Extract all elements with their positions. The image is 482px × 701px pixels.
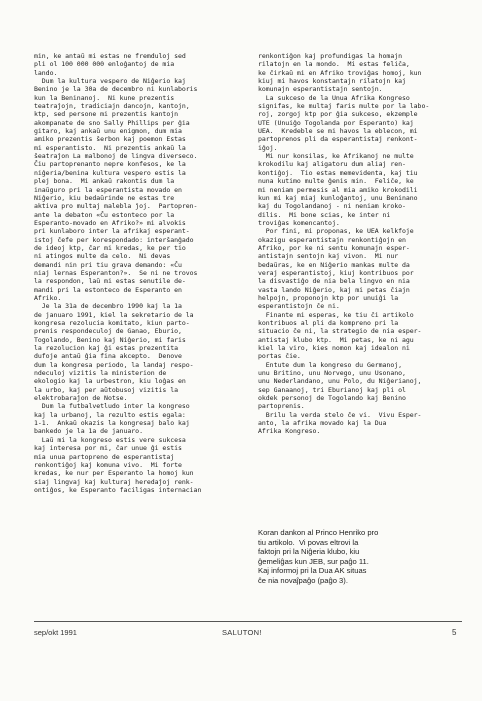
text-line: kaj la urbanoj, la rezulto estis egala:: [34, 410, 186, 419]
text-line: kiel la viro, kies nomon kaj idealon ni: [258, 344, 410, 353]
text-line: Esperanto-movado en Afriko?» mi alvokis: [34, 218, 186, 227]
text-line: kun la Beninanoj. Ni kune prezentis: [34, 93, 175, 102]
text-line: Afriko, por ke ni sentu komunajn esper-: [258, 243, 410, 252]
text-line: Mi nur konsilas, ke Afrikanoj ne multe: [258, 152, 414, 161]
text-line: roj, zorgoj ktp por ĝia sukceso, ekzemple: [258, 110, 418, 119]
text-line: kredas, ke nur per Esperanto la homoj kun: [34, 469, 194, 478]
page-number: 5: [452, 628, 457, 637]
text-line: bedaŭras, ke en Niĝerio mankas multe da: [258, 260, 410, 269]
text-line: renkontiĝoj kaj komuna vivo. Mi forte: [34, 460, 182, 469]
text-line: faktojn pri la Niĝeria klubo, kiu: [258, 547, 360, 557]
text-line: Niĝerio, kiu bedaŭrinde ne estas tre: [34, 193, 175, 202]
text-line: aktiva pro multaj malebla ĵoj. Partopren-: [34, 202, 198, 211]
text-line: ĝemeliĝas kun JEB, sur paĝo 11.: [258, 556, 369, 566]
text-line: unu Britino, unu Norvego, unu Usonano,: [258, 369, 406, 378]
text-line: mandi pri la estonteco de Esperanto en: [34, 285, 182, 294]
text-line: niĝeria/benina kultura vespero estis la: [34, 168, 186, 177]
text-line: ktp, sed persone mi prezentis kantojn: [34, 110, 178, 119]
text-line: siaj lingvaj kaj kulturaj heredaĵoj renk-: [34, 477, 194, 486]
text-line: sep Ganaanoj, tri Eburianoj kaj pli ol: [258, 385, 406, 394]
text-line: kaj du Togolandanoj - ni neniam kroko-: [258, 202, 406, 211]
text-line: portas ĉie.: [258, 352, 301, 361]
text-line: plej bona. Mi ankaŭ rakontis dum la: [34, 177, 175, 186]
editor-note: [258, 528, 468, 586]
text-line: la disvastiĝo de nia bela lingvo en nia: [258, 277, 410, 286]
text-line: krokodilu kaj aligatoru dum aliaj ren-: [258, 160, 406, 169]
text-line: nuna kutimo multe ĝenis min. Feliĉe, ke: [258, 177, 414, 186]
text-line: okazigu esperantistajn renkontiĝojn en: [258, 235, 406, 244]
text-line: Togolando, Benino kaj Niĝerio, mi faris: [34, 335, 186, 344]
text-line: Je la 31a de decembro 1990 kaj la 1a: [34, 302, 182, 311]
text-line: Dum la futbalvetludo inter la kongreso: [34, 402, 190, 411]
text-line: lando.: [34, 68, 58, 77]
text-line: signifas, ke multaj faris multe por la labo-: [258, 102, 430, 111]
text-line: akompanate de sno Sally Phillips per ĝia: [34, 118, 190, 127]
text-line: dilis. Mi bone scias, ke inter ni: [258, 210, 391, 219]
text-line: kontribuos al pli da kompreno pri la: [258, 319, 399, 327]
text-line: de januaro 1991, kiel la sekretario de la: [34, 310, 194, 319]
text-line: Entute dum la kongreso du Germanoj,: [258, 360, 402, 369]
text-line: ŝeatraĵon La malbonoj de lingva diverseco.: [34, 152, 198, 161]
text-line: mia unua partopreno de esperantistaj: [34, 452, 175, 461]
text-line: partoprenis.: [258, 402, 305, 411]
text-line: la respondon, laŭ mi estas senutile de-: [34, 277, 186, 286]
text-line: Dum la kultura vespero de Niĝerio kaj: [34, 77, 186, 86]
text-line: pri kunlaboro inter la afrikaj esperant-: [34, 227, 190, 236]
text-line: rilatojn en la mondo. Mi estas feliĉa,: [258, 60, 410, 69]
text-line: ĉe nia novaĵpaĝo (paĝo 3).: [258, 575, 348, 585]
text-line: Ĉiu partoprenanto nepre konfesos, ke la: [34, 160, 186, 169]
text-line: gitaro, kaj ankaŭ unu enigmon, dum mia: [34, 127, 182, 136]
left-column: [34, 52, 239, 494]
text-line: iĝoj.: [258, 143, 278, 152]
text-line: ni atingos multe da celo. Ni devas: [34, 252, 171, 261]
text-line: La sukceso de la Unua Afrika Kongreso: [258, 93, 410, 102]
text-line: istoj ĉefe per korespondado: interŝanĝado: [34, 235, 194, 244]
text-line: Afriko.: [34, 293, 62, 302]
text-line: tiu artikolo. Vi povas eltrovi la: [258, 537, 359, 547]
text-line: ante la debaton «Ĉu estonteco por la: [34, 210, 175, 219]
text-line: min, ke antaŭ mi estas ne fremduloj sed: [34, 52, 186, 60]
text-line: ontiĝos, ke Esperanto faciligas internacian: [34, 485, 202, 494]
text-line: teatraĵojn, tradiciajn dancojn, kantojn,: [34, 102, 190, 111]
text-line: demandi nin pri tiu grava demando: «Ĉu: [34, 260, 182, 269]
text-line: elektrobaraĵon de Notse.: [34, 394, 128, 403]
text-line: kontiĝoj. Tio estas memevidenta, kaj tiu: [258, 168, 418, 177]
text-line: 1-1. Ankaŭ okazis la kongresaj balo kaj: [34, 419, 190, 428]
text-line: UEA. Kredeble se mi havos la eblecon, mi: [258, 127, 418, 136]
text-line: kongresa rezolucia komitato, kiun parto-: [34, 319, 190, 327]
text-line: kun mi kaj miaj kunloĝantoj, unu Beninano: [258, 193, 418, 202]
text-line: unu Nederlandano, unu Polo, du Niĝerianoj,: [258, 377, 422, 386]
text-line: la urbo, kaj per aŭtobusoj vizitis la: [34, 385, 178, 394]
text-line: prenis respondeculoj de Ganao, Eburio,: [34, 327, 182, 336]
text-line: troviĝas komencantoj.: [258, 218, 340, 227]
text-line: antistajn sentojn kaj vivon. Mi nur: [258, 252, 399, 261]
footer-title: SALUTON!: [222, 628, 262, 637]
text-line: Benino je la 30a de decembro ni kunlaboris: [34, 85, 198, 94]
text-line: dum la kongresa periodo, la landaj respo-: [34, 360, 194, 369]
text-line: partoprenos pli da esperantistaj renkont-: [258, 135, 418, 144]
text-line: veraj esperantistoj, kiuj kontribuos por: [258, 268, 414, 277]
text-line: mi neniam permesis al mia amiko krokodili: [258, 185, 418, 194]
text-line: antistaj klubo ktp. Mi petas, ke ni agu: [258, 335, 414, 344]
text-line: kiuj mi havos konstantajn rilatojn kaj: [258, 77, 406, 86]
text-line: niaj lernas Esperanton?». Se ni ne trovos: [34, 268, 198, 277]
text-line: dufoje antaŭ ĝia fina akcepto. Denove: [34, 352, 182, 361]
text-line: Koran dankon al Princo Henriko pro: [258, 528, 379, 537]
text-line: la rezolucion kaj ĝi estas prezentita: [34, 344, 178, 353]
text-line: Por fini, mi proponas, ke UEA kelkfoje: [258, 227, 414, 236]
text-line: de ideoj ktp, ĉar mi kredas, ke per tio: [34, 243, 186, 252]
footer-date: sep/okt 1991: [34, 628, 77, 637]
text-line: esperantistojn ĉe ni.: [258, 302, 340, 311]
text-line: okdek personoj de Togolando kaj Benino: [258, 394, 406, 403]
text-line: ekologio kaj la urbestron, kiu loĝas en: [34, 377, 186, 386]
text-line: Finante mi esperas, ke tiu ĉi artikolo: [258, 310, 414, 319]
text-line: ndeculoj vizitis la ministerion de: [34, 369, 167, 378]
text-line: Kaj informoj pri la Dua AK situas: [258, 566, 367, 576]
text-line: anto, la afrika movado kaj la Dua: [258, 419, 387, 428]
text-line: komunajn esperantistajn sentojn.: [258, 85, 383, 94]
text-line: Afrika Kongreso.: [258, 427, 321, 436]
text-line: inaŭguro pri la esperantista movado en: [34, 185, 182, 194]
text-line: bankedo je la 1a de januaro.: [34, 427, 143, 436]
text-line: UTE (Unuiĝo Togolanda por Esperanto) kaj: [258, 118, 414, 127]
text-line: Brilu la verda stelo ĉe vi. Vivu Esper-: [258, 410, 422, 419]
text-line: situacio ĉe ni, la strategio de nia esper-: [258, 327, 422, 336]
text-line: Laŭ mi la kongreso estis vere sukcesa: [34, 435, 186, 444]
text-line: mi esperantisto. Ni prezentis ankaŭ la: [34, 143, 186, 152]
text-line: amiko prezentis ŝerbon kaj poemon Estas: [34, 135, 186, 144]
right-column: [258, 52, 463, 436]
text-line: pli ol 100 000 000 enloĝantoj de mia: [34, 60, 175, 69]
text-line: ke ĉirkaŭ mi en Afriko troviĝas homoj, kun: [258, 68, 422, 77]
footer-rule: [34, 621, 462, 622]
text-line: helpojn, proponojn ktp por unuiĝi la: [258, 293, 399, 302]
text-line: kaj interesa por mi, ĉar unue ĝi estis: [34, 444, 182, 453]
text-line: vasta lando Niĝerio, kaj mi petas ĉiajn: [258, 285, 410, 294]
text-line: renkontiĝon kaj profundigas la homajn: [258, 52, 402, 60]
